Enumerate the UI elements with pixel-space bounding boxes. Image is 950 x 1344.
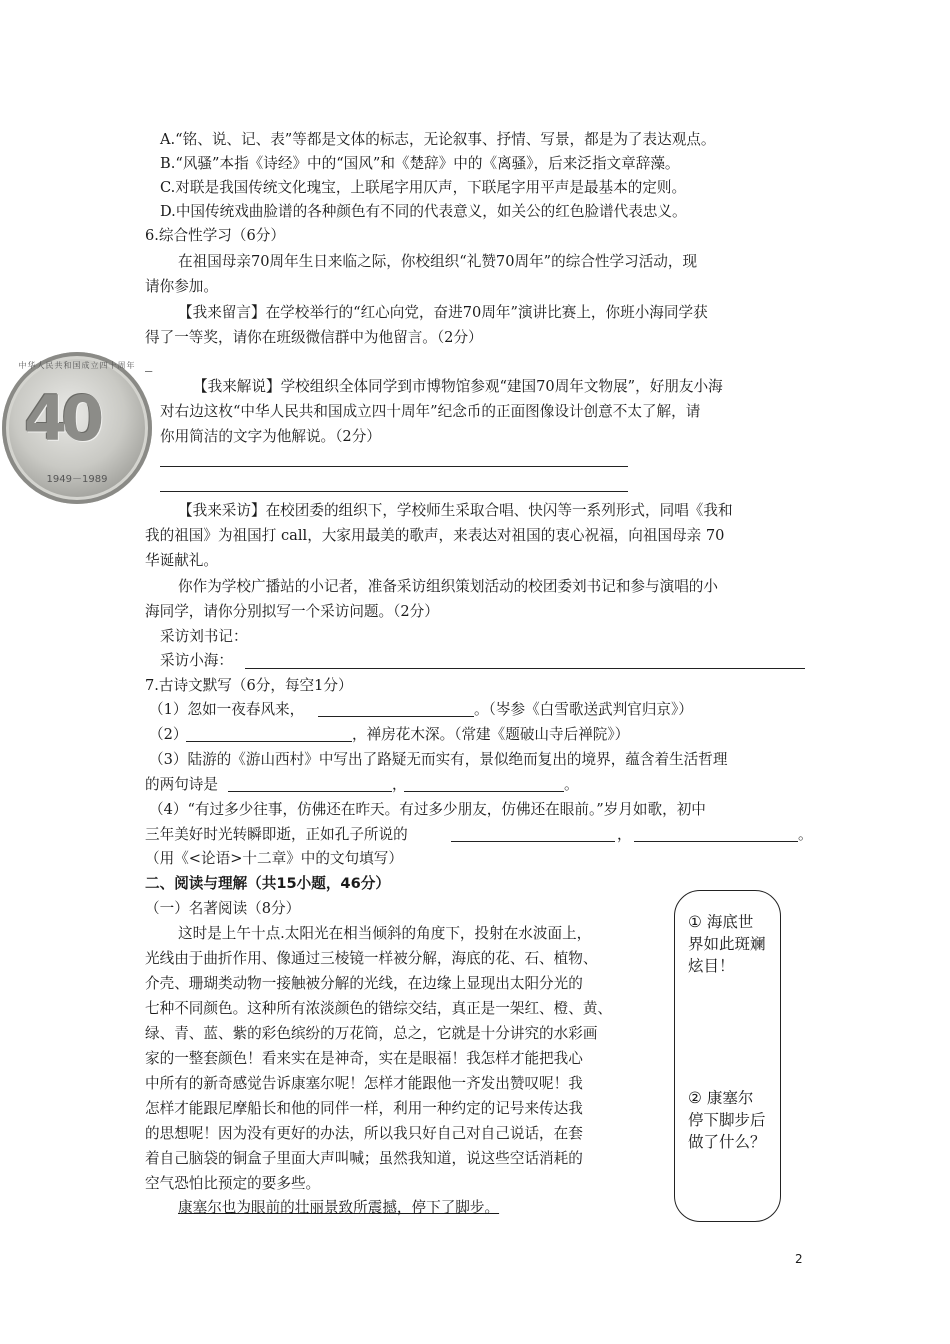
part2-subtitle: （一）名著阅读（8分） xyxy=(145,900,301,917)
q7-line4c: （用《<论语>十二章》中的文句填写） xyxy=(145,850,403,867)
q7-line3: （3）陆游的《游山西村》中写出了路疑无而实有，景似绝而复出的境界，蕴含着生活哲理 xyxy=(149,751,728,768)
q6-explain-line2: 对右边这枚“中华人民共和国成立四十周年”纪念币的正面图像设计创意不太了解，请 xyxy=(160,403,701,420)
q6-intro-line2: 请你参加。 xyxy=(145,278,218,295)
q7-line3b-comma: ， xyxy=(392,776,407,793)
q6-answer-dash: _ xyxy=(145,355,153,372)
passage-line-8: 怎样才能跟尼摩船长和他的同伴一样，利用一种约定的记号来传达我 xyxy=(145,1100,583,1117)
q7-line3b-start: 的两句诗是 xyxy=(145,776,218,793)
q7-line1-end: 。（岑参《白雪歌送武判官归京》） xyxy=(474,701,693,718)
passage-line-3: 介壳、珊瑚类动物一接触被分解的光线，在边缘上显现出太阳分光的 xyxy=(145,975,583,992)
q7-line4b-end: 。 xyxy=(798,826,813,843)
q7-blank-5[interactable] xyxy=(451,841,615,842)
option-c: C.对联是我国传统文化瑰宝，上联尾字用仄声，下联尾字用平声是最基本的定则。 xyxy=(160,179,687,196)
q6-explain-line3: 你用简洁的文字为他解说。（2分） xyxy=(160,428,381,445)
passage-line-9: 的思想呢！因为没有更好的办法，所以我只好自己对自己说话，在套 xyxy=(145,1125,583,1142)
explain-answer-line-1[interactable] xyxy=(160,466,628,467)
option-b: B.“风骚”本指《诗经》中的“国风”和《楚辞》中的《离骚》，后来泛指文章辞藻。 xyxy=(160,155,680,172)
coin-arc-text: 中华人民共和国成立四十周年 xyxy=(18,361,136,370)
q7-blank-4[interactable] xyxy=(404,791,564,792)
ask-xiaohai-answer-line[interactable] xyxy=(245,668,805,669)
ask-secretary-label: 采访刘书记： xyxy=(160,628,248,645)
q6-message-line1: 【我来留言】在学校举行的“红心向党，奋进70周年”演讲比赛上，你班小海同学获 xyxy=(178,304,708,321)
q7-line3b-end: 。 xyxy=(564,776,579,793)
q7-line4b-start: 三年美好时光转瞬即逝，正如孔子所说的 xyxy=(145,826,408,843)
passage-line-7: 中所有的新奇感觉告诉康塞尔呢！怎样才能跟他一齐发出赞叹呢！我 xyxy=(145,1075,583,1092)
q6-visit-line2: 我的祖国》为祖国打 call，大家用最美的歌声，来表达对祖国的衷心祝福，向祖国母亲 70 xyxy=(145,527,725,544)
q6-visit-line1: 【我来采访】在校团委的组织下，学校师生采取合唱、快闪等一系列形式，同唱《我和 xyxy=(178,502,733,519)
passage-line-5: 绿、青、蓝、紫的彩色缤纷的万花筒，总之，它就是十分讲究的水彩画 xyxy=(145,1025,598,1042)
q6-role-line2: 海同学，请你分别拟写一个采访问题。（2分） xyxy=(145,603,439,620)
annotation-callout-box xyxy=(674,890,781,1222)
q7-blank-3[interactable] xyxy=(228,791,392,792)
q6-visit-line3: 华诞献礼。 xyxy=(145,552,218,569)
passage-line-11: 空气恐怕比预定的要多些。 xyxy=(145,1175,321,1192)
ask-xiaohai-label: 采访小海： xyxy=(160,652,233,669)
option-a: A.“铭、说、记、表”等都是文体的标志，无论叙事、抒情、写景，都是为了表达观点。 xyxy=(160,131,716,148)
passage-line-12-underlined: 康塞尔也为眼前的壮丽景致所震撼，停下了脚步。 xyxy=(178,1199,500,1216)
option-d: D.中国传统戏曲脸谱的各种颜色有不同的代表意义，如关公的红色脸谱代表忠义。 xyxy=(160,203,687,220)
passage-line-2: 光线由于曲折作用、像通过三棱镜一样被分解，海底的花、石、植物、 xyxy=(145,950,598,967)
part2-title: 二、阅读与理解（共15小题，46分） xyxy=(145,875,390,892)
passage-line-10: 着自己脑袋的铜盒子里面大声叫喊；虽然我知道，说这些空话消耗的 xyxy=(145,1150,583,1167)
q6-explain-line1: 【我来解说】学校组织全体同学到市博物馆参观“建国70周年文物展”，好朋友小海 xyxy=(193,378,723,395)
passage-line-6: 家的一整套颜色！看来实在是神奇，实在是眼福！我怎样才能把我心 xyxy=(145,1050,583,1067)
passage-line-1: 这时是上午十点.太阳光在相当倾斜的角度下，投射在水波面上， xyxy=(178,925,592,942)
q6-message-line2: 得了一等奖，请你在班级微信群中为他留言。（2分） xyxy=(145,329,483,346)
q6-role-line1: 你作为学校广播站的小记者，准备采访组织策划活动的校团委刘书记和参与演唱的小 xyxy=(178,578,718,595)
coin-years: 1949－1989 xyxy=(46,474,108,485)
q6-intro-line1: 在祖国母亲70周年生日来临之际，你校组织“礼赞70周年”的综合性学习活动，现 xyxy=(178,253,698,270)
page-number: 2 xyxy=(795,1252,803,1266)
q7-line4b-comma: ， xyxy=(617,826,632,843)
commemorative-coin-image xyxy=(2,352,152,504)
q7-blank-6[interactable] xyxy=(634,841,798,842)
explain-answer-line-2[interactable] xyxy=(160,491,628,492)
q7-line4: （4）“有过多少往事，仿佛还在昨天。有过多少朋友，仿佛还在眼前。”岁月如歌，初中 xyxy=(149,801,706,818)
q7-title: 7.古诗文默写（6分，每空1分） xyxy=(145,677,353,694)
coin-number: 40 xyxy=(24,382,99,455)
q7-blank-2[interactable] xyxy=(186,741,352,742)
q7-line2-start: （2） xyxy=(149,726,188,743)
passage-line-4: 七种不同颜色。这种所有浓淡颜色的错综交结，真正是一架红、橙、黄、 xyxy=(145,1000,613,1017)
q7-line2-end: ，禅房花木深。（常建《题破山寺后禅院》） xyxy=(352,726,630,743)
q6-title: 6.综合性学习（6分） xyxy=(145,227,285,244)
q7-blank-1[interactable] xyxy=(318,716,474,717)
q7-line1-start: （1）忽如一夜春风来， xyxy=(149,701,305,718)
annotation-note-1: ① 海底世界如此斑斓炫目！ xyxy=(688,913,766,975)
annotation-note-2: ② 康塞尔停下脚步后做了什么？ xyxy=(688,1089,766,1151)
